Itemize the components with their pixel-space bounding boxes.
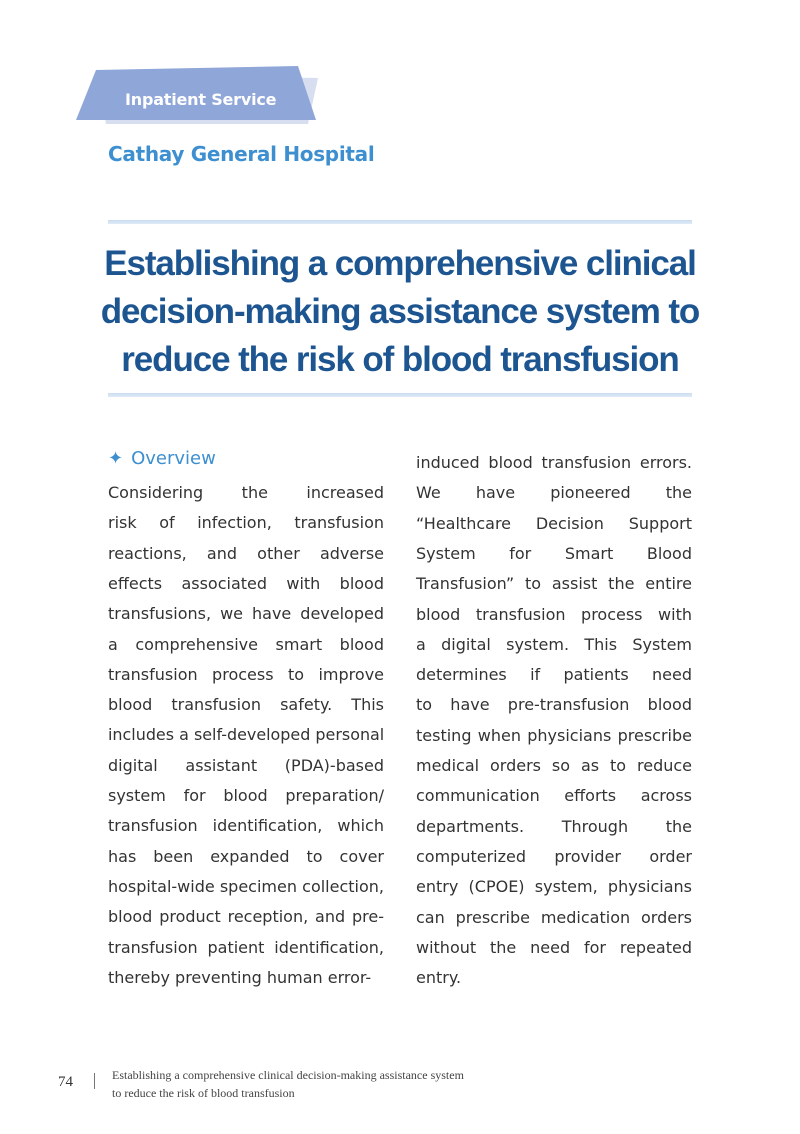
body-text-line: transfusions, we have developed bbox=[108, 604, 384, 624]
section-heading-label: Overview bbox=[131, 448, 216, 469]
page-title bbox=[96, 240, 704, 384]
body-text-line: transfusion process to improve bbox=[108, 664, 384, 684]
body-text-line: determines if patients need bbox=[416, 665, 692, 685]
title-rule-top bbox=[108, 220, 692, 224]
body-text-line: We have pioneered the bbox=[416, 483, 692, 503]
footer-divider bbox=[94, 1073, 95, 1089]
body-text-line: communication efforts across bbox=[416, 786, 692, 806]
body-text-line: system for blood preparation/ bbox=[108, 786, 384, 805]
organization-name: Cathay General Hospital bbox=[108, 142, 375, 166]
body-text-line: departments. Through the bbox=[416, 816, 692, 836]
body-text-line: entry. bbox=[416, 968, 462, 988]
body-text-line: transfusion identification, which bbox=[108, 816, 384, 836]
body-text-line: thereby preventing human error- bbox=[108, 967, 372, 987]
body-text-line: blood transfusion safety. This bbox=[108, 695, 384, 715]
body-text-line: testing when physicians prescribe bbox=[416, 725, 692, 745]
body-text-line: hospital-wide specimen collection, bbox=[108, 876, 384, 896]
body-text-line: medical orders so as to reduce bbox=[416, 756, 692, 775]
body-text-line: “Healthcare Decision Support bbox=[416, 513, 692, 533]
body-text-line: digital assistant (PDA)-based bbox=[108, 755, 384, 775]
body-text-line: without the need for repeated bbox=[416, 937, 692, 957]
body-text-line: transfusion patient identification, bbox=[108, 937, 384, 957]
body-text-line: reactions, and other adverse bbox=[108, 543, 384, 563]
body-text-line: effects associated with blood bbox=[108, 573, 384, 593]
body-text-line: has been expanded to cover bbox=[108, 846, 384, 866]
body-text-line: Considering the increased bbox=[108, 483, 384, 502]
title-line: Establishing a comprehensive clinical bbox=[104, 244, 696, 283]
section-tag-label: Inpatient Service bbox=[125, 90, 277, 109]
body-text-line: a comprehensive smart blood bbox=[108, 634, 384, 654]
body-text-line: blood product reception, and pre- bbox=[108, 907, 384, 927]
running-title-line: Establishing a comprehensive clinical decision-making assistance system bbox=[112, 1068, 464, 1082]
body-text-line: induced blood transfusion errors. bbox=[416, 453, 692, 472]
body-text-line: to have pre-transfusion blood bbox=[416, 695, 692, 715]
body-text-line: includes a self-developed personal bbox=[108, 725, 385, 745]
body-text-line: can prescribe medication orders bbox=[416, 907, 692, 927]
running-title bbox=[112, 1066, 464, 1102]
title-line: decision-making assistance system to bbox=[100, 292, 700, 331]
four-point-star-icon: ✦ bbox=[108, 448, 124, 469]
body-text-line: System for Smart Blood bbox=[416, 543, 692, 563]
title-line: reduce the risk of blood transfusion bbox=[121, 340, 679, 379]
body-text-line: entry (CPOE) system, physicians bbox=[416, 877, 692, 897]
running-title-line: to reduce the risk of blood transfusion bbox=[112, 1086, 295, 1100]
page-number: 74 bbox=[58, 1074, 73, 1090]
body-text-line: Transfusion” to assist the entire bbox=[416, 574, 692, 594]
section-tag bbox=[76, 66, 321, 124]
body-text-line: blood transfusion process with bbox=[416, 604, 692, 624]
title-rule-bottom bbox=[108, 393, 692, 397]
body-text-line: computerized provider order bbox=[416, 846, 692, 866]
body-text-line: risk of infection, transfusion bbox=[108, 513, 384, 533]
section-heading bbox=[108, 448, 216, 469]
body-text-line: a digital system. This System bbox=[416, 634, 692, 654]
